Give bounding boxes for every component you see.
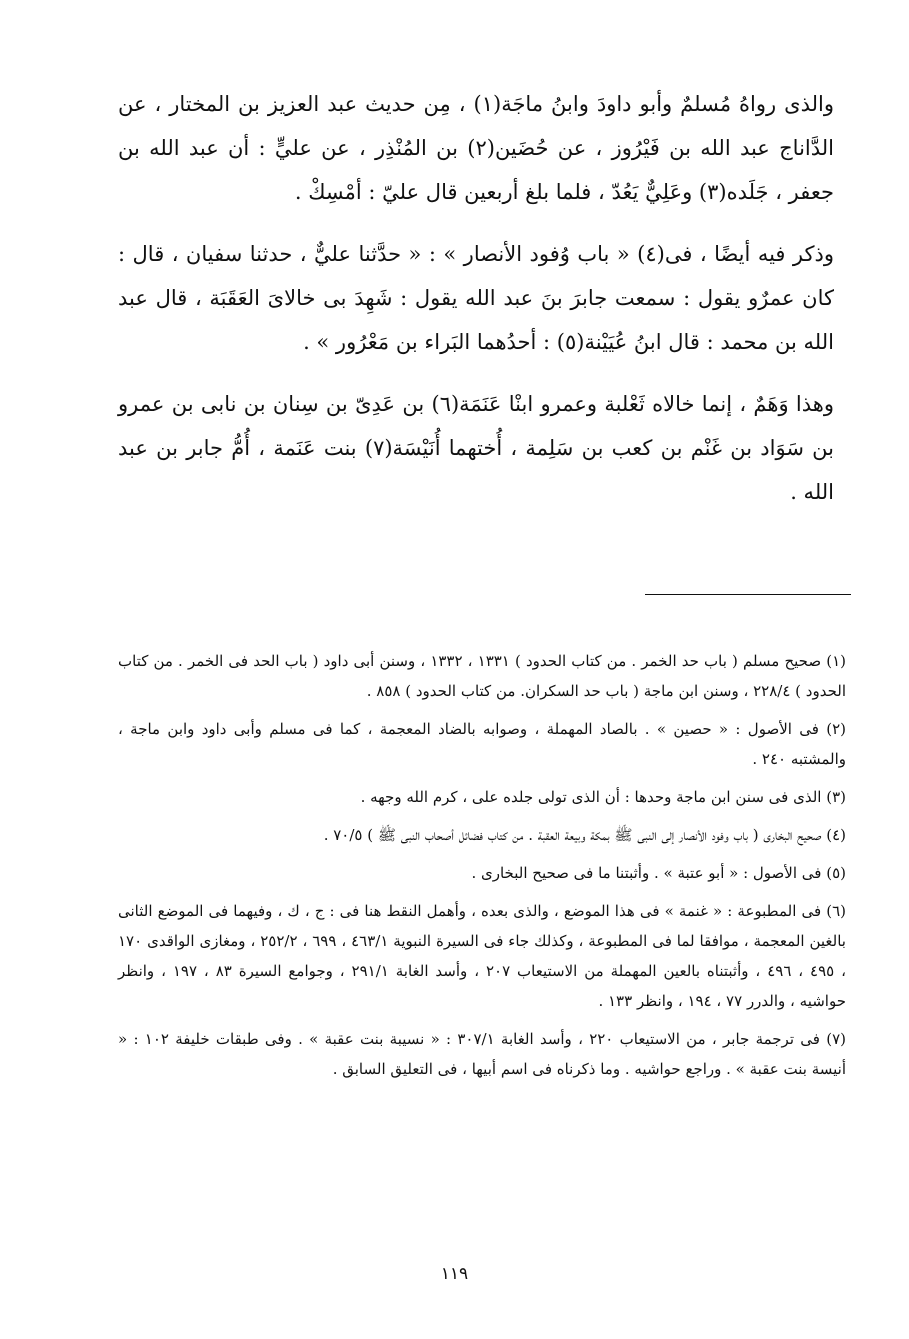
footnote-1: (١) صحيح مسلم ( باب حد الخمر . من كتاب الحدود ) ١٣٣١ ، ١٣٣٢ ، وسنن أبى داود ( باب الحد فى الخمر . من كتاب الحدود ) ٢٢٨/٤ ، وسنن ابن ماجة ( باب حد السكران. من كتاب الحدود ) ٨٥٨ . <box>118 652 846 700</box>
footnote-6: (٦) فى المطبوعة : « غنمة » فى هذا الموضع ، والذى بعده ، وأهمل النقط هنا فى : ج ، ك ، وفيهما فى الموضع الثانى بالغين المعجمة ، موافقا لما فى المطبوعة ، وكذلك جاء فى السيرة النبوية ٤٦٣/١ ، ٦٩٩ ، ٢٥٢/٢ ، ومغازى الواقدى ١٧٠ ، ٤٩٥ ، ٤٩٦ ، وأثبتناه بالعين المهملة من الاستيعاب ٢٠٧ ، وأسد الغابة ٢٩١/١ ، وجوامع السيرة ٨٣ ، ١٩٧ ، وانظر حواشيه ، والدرر ٧٧ ، ١٩٤ ، وانظر ١٣٣ . <box>118 902 846 1010</box>
paragraph-2: وذكر فيه أيضًا ، فى(٤) « باب وُفود الأنصار » : « حدَّثنا عليٌّ ، حدثنا سفيان ، قال : كان عمرٌو يقول : سمعت جابرَ بنَ عبد الله يقول : شَهِدَ بى خالاىَ العَقَبَة ، قال عبد الله بن محمد : قال ابنُ عُيَيْنة(٥) : أحدُهما البَراء بن مَعْرُور » . <box>118 242 834 354</box>
paragraph-1: والذى رواهُ مُسلمٌ وأبو داودَ وابنُ ماجَة(١) ، مِن حديث عبد العزيز بن المختار ، عن الدَّاناج عبد الله بن فَيْرُوز ، عن حُضَين(٢) بن المُنْذِر ، عن عليٍّ : أن عبد الله بن جعفر ، جَلَده(٣) وعَلِيٌّ يَعُدّ ، فلما بلغ أربعين قال عليّ : أمْسِكْ . <box>118 92 834 204</box>
footnote-7: (٧) فى ترجمة جابر ، من الاستيعاب ٢٢٠ ، وأسد الغابة ٣٠٧/١ : « نسيبة بنت عقبة » . وفى طبقات خليفة ١٠٢ : « أنيسة بنت عقبة » . وراجع حواشيه . وما ذكرناه فى اسم أبيها ، فى التعليق السابق . <box>118 1030 846 1078</box>
main-text <box>118 82 834 514</box>
footnote-3: (٣) الذى فى سنن ابن ماجة وحدها : أن الذى تولى جلده على ، كرم الله وجهه . <box>360 788 846 806</box>
footnote-separator <box>645 594 851 595</box>
page-number: ١١٩ <box>440 1264 469 1284</box>
footnote-5: (٥) فى الأصول : « أبو عتبة » . وأثبتنا ما فى صحيح البخارى . <box>471 864 846 882</box>
footnote-4: (٤) صحيح البخارى ( باب وفود الأنصار إلى النبى ﷺ بمكة وبيعة العقبة . من كتاب فضائل أصحاب النبى ﷺ ) ٧٠/٥ . <box>323 826 846 844</box>
footnotes-section <box>118 646 846 1092</box>
paragraph-3: وهذا وَهَمٌ ، إنما خالاه ثَعْلبة وعمرو ابنْا عَنَمَة(٦) بن عَدِىّ بن سِنان بن نابى بن عمرو بن سَوَاد بن غَنْم بن كعب بن سَلِمة ، أُختهما أُنَيْسَة(٧) بنت عَنَمة ، أُمُّ جابر بن عبد الله . <box>118 392 834 504</box>
footnote-2: (٢) فى الأصول : « حصين » . بالصاد المهملة ، وصوابه بالضاد المعجمة ، كما فى مسلم وأبى داود وابن ماجة ، والمشتبه ٢٤٠ . <box>118 720 846 768</box>
